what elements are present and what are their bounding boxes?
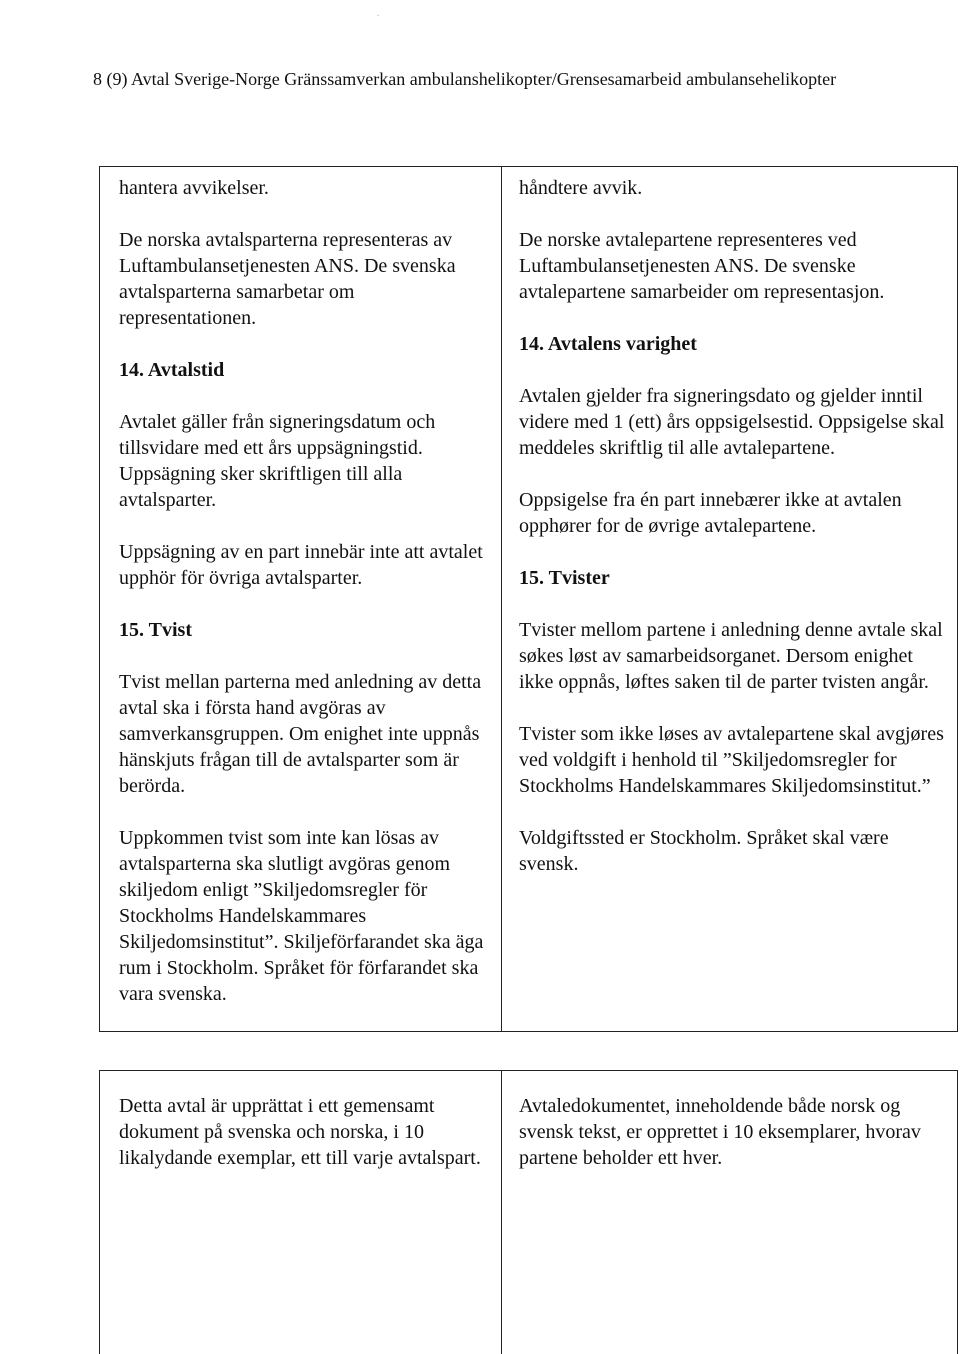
no-paragraph-eksemplarer: Avtaledokumentet, inneholdende både norsk og svensk tekst, er opprettet i 10 eksemplarer, hvorav partene beholder ett hver. — [519, 1095, 921, 1169]
sv-paragraph-representation: De norska avtalsparterna representeras av Luftambulansetjenesten ANS. De svenska avtalsparterna samarbetar om representationen. — [119, 229, 456, 329]
norwegian-column — [502, 167, 958, 1031]
scan-artifact: · — [376, 8, 380, 22]
sv-paragraph-avtalstid: Avtalet gäller från signeringsdatum och tillsvidare med ett års uppsägningstid. Uppsägning sker skriftligen till alla avtalsparter. — [119, 411, 436, 511]
no-heading-14: 14. Avtalens varighet — [519, 333, 697, 355]
sv-paragraph-skiljedom: Uppkommen tvist som inte kan lösas av avtalsparterna ska slutligt avgöras genom skiljedom enligt ”Skiljedomsregler för Stockholms Handelskammares Skiljedomsinstitut”. Skiljeförfarandet ska äga rum i Stockholm. Språket för förfarandet ska vara svenska. — [119, 827, 484, 1005]
page-header: 8 (9) Avtal Sverige-Norge Gränssamverkan ambulanshelikopter/Grensesamarbeid ambulansehelikopter — [93, 69, 837, 89]
swedish-column — [100, 167, 502, 1031]
no-paragraph-oppsigelse: Oppsigelse fra én part innebærer ikke at avtalen opphører for de øvrige avtalepartene. — [519, 489, 902, 537]
no-paragraph-representasjon: De norske avtalepartene representeres ved Luftambulansetjenesten ANS. De svenske avtalepartene samarbeider om representasjon. — [519, 229, 885, 303]
swedish-column-final — [100, 1071, 502, 1354]
sv-heading-14: 14. Avtalstid — [119, 359, 225, 381]
sv-paragraph-uppsagning: Uppsägning av en part innebär inte att avtalet upphör för övriga avtalsparter. — [119, 541, 483, 589]
bilingual-table-final — [99, 1070, 958, 1354]
sv-paragraph-exemplar: Detta avtal är upprättat i ett gemensamt dokument på svenska och norska, i 10 likalydande exemplar, ett till varje avtalspart. — [119, 1095, 481, 1169]
bilingual-table — [99, 166, 958, 1032]
sv-paragraph-avvikelser: hantera avvikelser. — [119, 177, 269, 199]
no-heading-15: 15. Tvister — [519, 567, 610, 589]
no-paragraph-tvister: Tvister mellom partene i anledning denne avtale skal søkes løst av samarbeidsorganet. Dersom enighet ikke oppnås, løftes saken til de parter tvisten angår. — [519, 619, 943, 693]
sv-paragraph-tvist: Tvist mellan parterna med anledning av detta avtal ska i första hand avgöras av samverkansgruppen. Om enighet inte uppnås hänskjuts frågan till de avtalsparter som är berörda. — [119, 671, 482, 797]
norwegian-column-final — [502, 1071, 958, 1354]
no-paragraph-varighet: Avtalen gjelder fra signeringsdato og gjelder inntil videre med 1 (ett) års oppsigelsestid. Oppsigelse skal meddeles skriftlig til alle avtalepartene. — [519, 385, 945, 459]
sv-heading-15: 15. Tvist — [119, 619, 192, 641]
no-paragraph-voldgiftssted: Voldgiftssted er Stockholm. Språket skal være svensk. — [519, 827, 889, 875]
no-paragraph-avvik: håndtere avvik. — [519, 177, 643, 199]
no-paragraph-voldgift: Tvister som ikke løses av avtalepartene skal avgjøres ved voldgift i henhold til ”Skiljedomsregler for Stockholms Handelskammares Skiljedomsinstitut.” — [519, 723, 944, 797]
